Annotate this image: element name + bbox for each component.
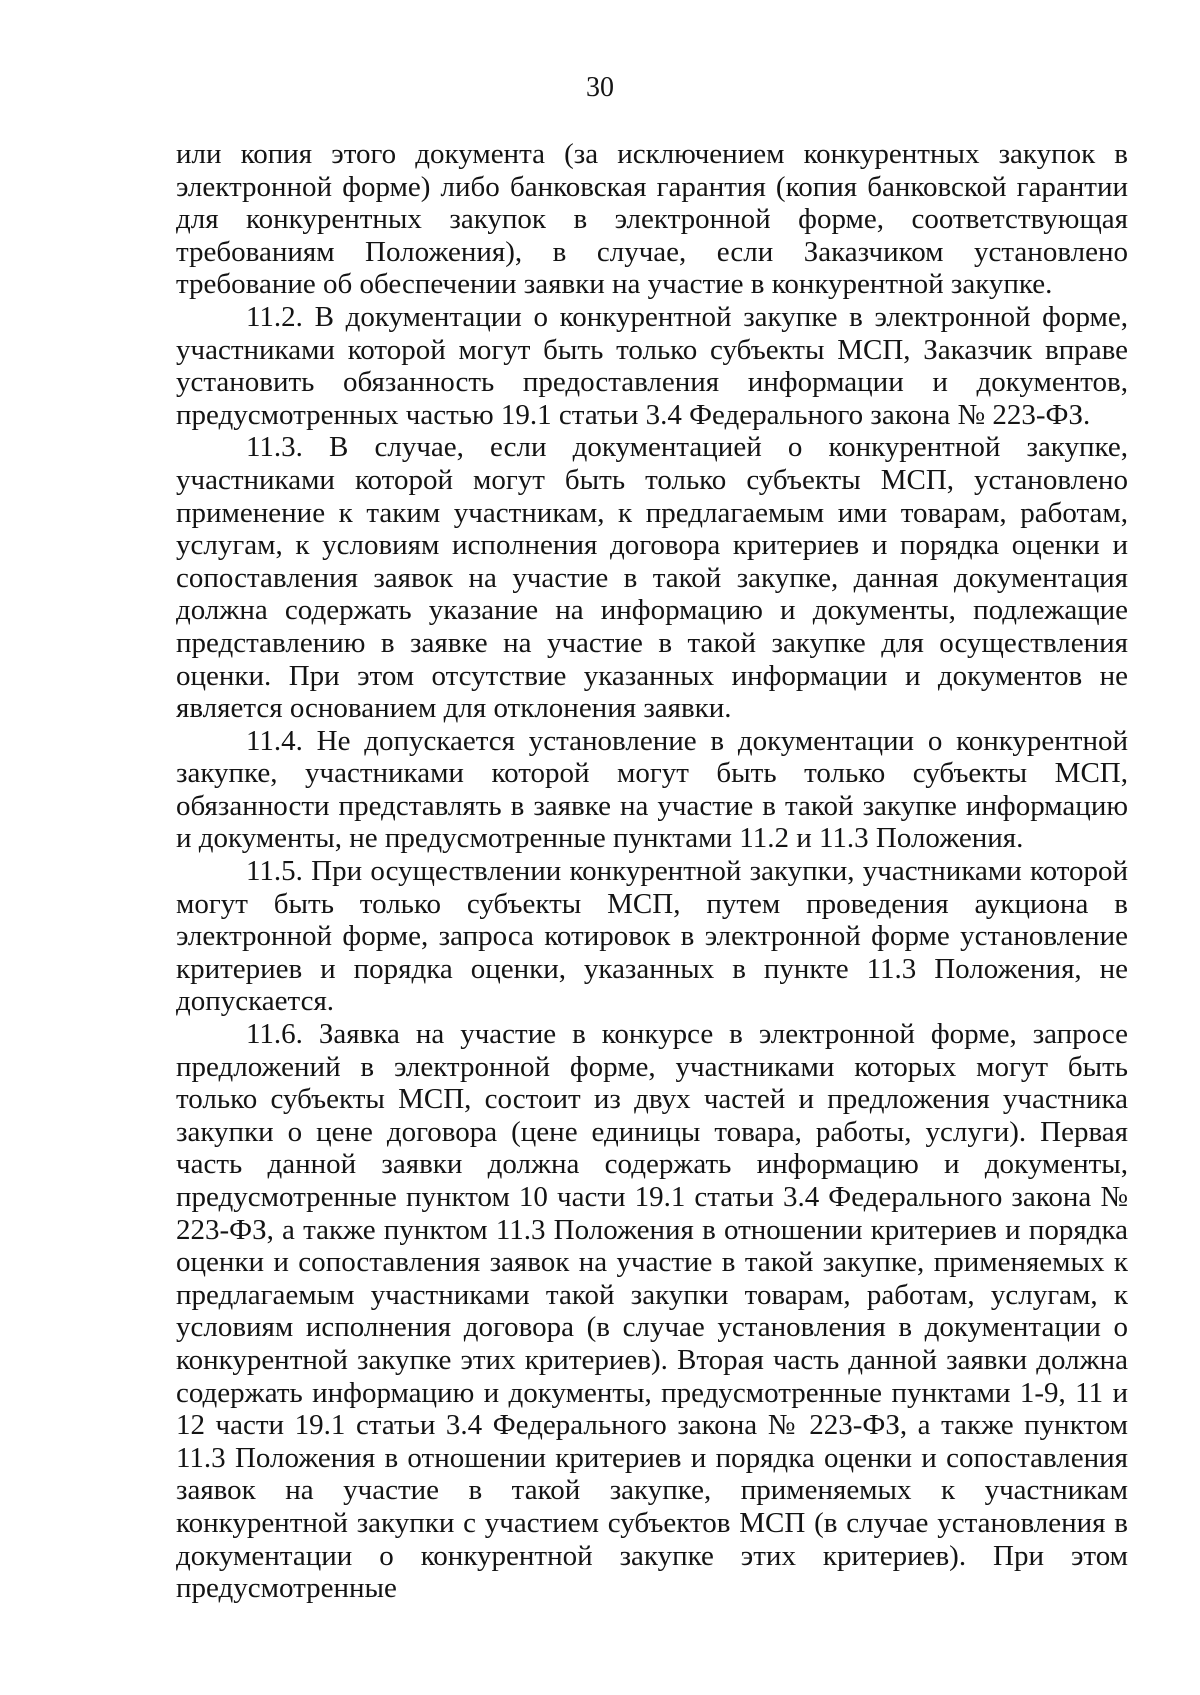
paragraph-11-4: 11.4. Не допускается установление в документации о конкурентной закупке, участниками которой могут быть только субъекты МСП, обязанности представлять в заявке на участие в такой закупке информацию и документы, не предусмотренные пунктами 11.2 и 11.3 Положения.	[176, 724, 1128, 855]
paragraph-11-2: 11.2. В документации о конкурентной закупке в электронной форме, участниками которой могут быть только субъекты МСП, Заказчик вправе установить обязанность предоставления информации и документов, предусмотренных частью 19.1 статьи 3.4 Федерального закона № 223-ФЗ.	[176, 300, 1128, 431]
document-body	[176, 138, 1128, 1605]
page-number: 30	[586, 72, 614, 103]
paragraph-11-3: 11.3. В случае, если документацией о конкурентной закупке, участниками которой могут быть только субъекты МСП, установлено применение к таким участникам, к предлагаемым ими товарам, работам, услугам, к условиям исполнения договора критериев и порядка оценки и сопоставления заявок на участие в такой закупке, данная документация должна содержать указание на информацию и документы, подлежащие представлению в заявке на участие в такой закупке для осуществления оценки. При этом отсутствие указанных информации и документов не является основанием для отклонения заявки.	[176, 431, 1128, 725]
paragraph-11-5: 11.5. При осуществлении конкурентной закупки, участниками которой могут быть только субъекты МСП, путем проведения аукциона в электронной форме, запроса котировок в электронной форме установление критериев и порядка оценки, указанных в пункте 11.3 Положения, не допускается.	[176, 855, 1128, 1018]
paragraph-continuation: или копия этого документа (за исключением конкурентных закупок в электронной форме) либо банковская гарантия (копия банковской гарантии для конкурентных закупок в электронной форме, соответствующая требованиям Положения), в случае, если Заказчиком установлено требование об обеспечении заявки на участие в конкурентной закупке.	[176, 138, 1128, 301]
paragraph-11-6: 11.6. Заявка на участие в конкурсе в электронной форме, запросе предложений в электронной форме, участниками которых могут быть только субъекты МСП, состоит из двух частей и предложения участника закупки о цене договора (цене единицы товара, работы, услуги). Первая часть данной заявки должна содержать информацию и документы, предусмотренные пунктом 10 части 19.1 статьи 3.4 Федерального закона № 223-ФЗ, а также пунктом 11.3 Положения в отношении критериев и порядка оценки и сопоставления заявок на участие в такой закупке, применяемых к предлагаемым участниками такой закупки товарам, работам, услугам, к условиям исполнения договора (в случае установления в документации о конкурентной закупке этих критериев). Вторая часть данной заявки должна содержать информацию и документы, предусмотренные пунктами 1-9, 11 и 12 части 19.1 статьи 3.4 Федерального закона № 223-ФЗ, а также пунктом 11.3 Положения в отношении критериев и порядка оценки и сопоставления заявок на участие в такой закупке, применяемых к участникам конкурентной закупки с участием субъектов МСП (в случае установления в документации о конкурентной закупке этих критериев). При этом предусмотренные	[176, 1018, 1128, 1605]
